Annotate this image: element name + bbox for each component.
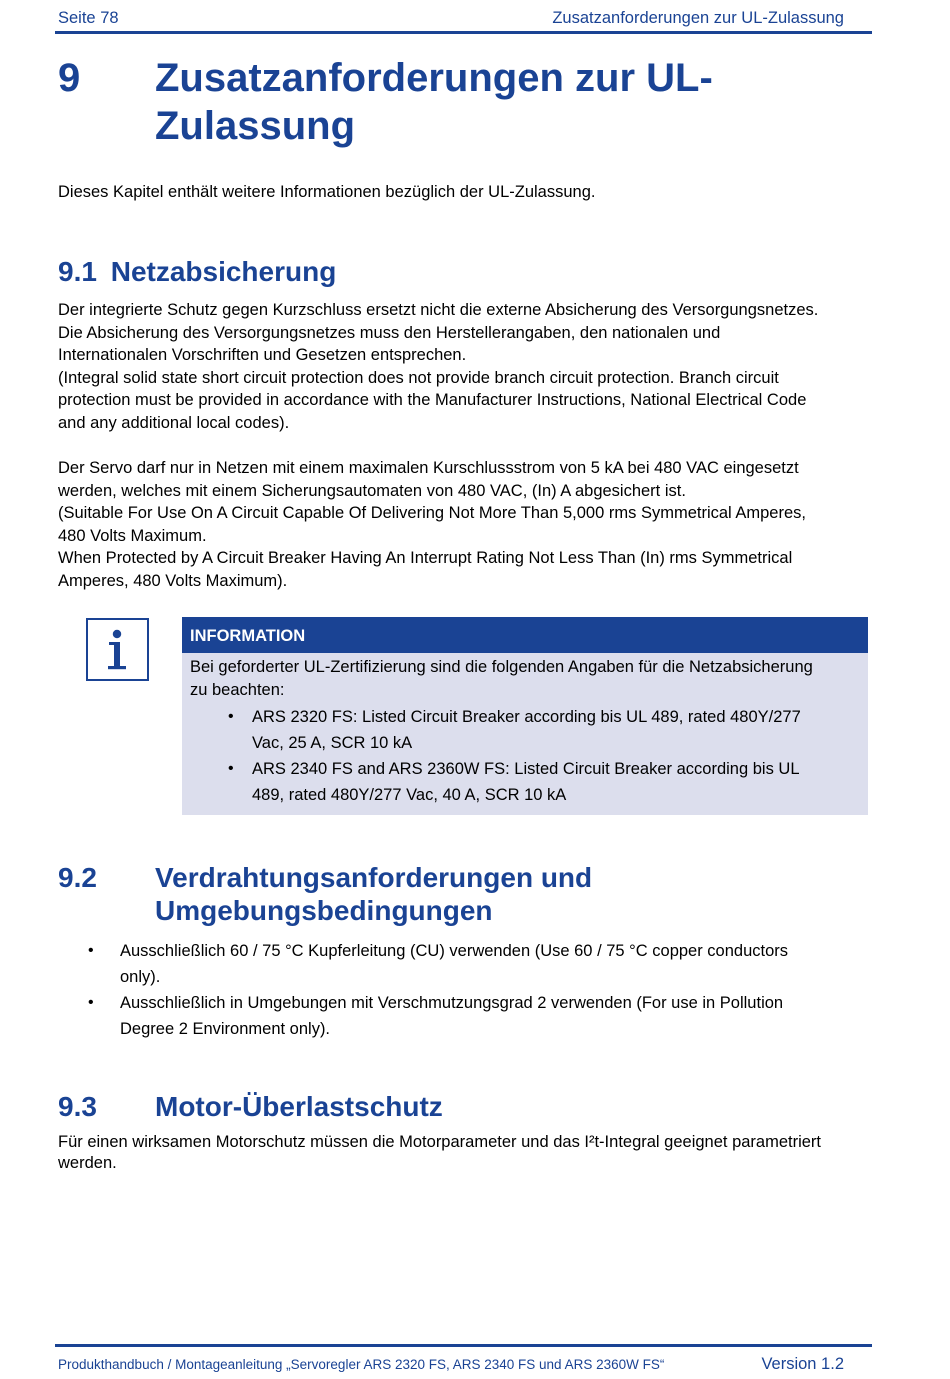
text-line: ARS 2340 FS and ARS 2360W FS: Listed Circuit Breaker according bis UL <box>252 760 800 778</box>
text-line: protection must be provided in accordance with the Manufacturer Instructions, National Electrical Code <box>58 391 807 409</box>
text-line: werden. <box>58 1154 117 1172</box>
bullet-icon: • <box>88 994 94 1011</box>
list-item <box>190 756 860 808</box>
text-line: and any additional local codes). <box>58 413 290 432</box>
list-item <box>190 704 860 756</box>
information-box <box>182 617 868 815</box>
text-line: When Protected by A Circuit Breaker Having An Interrupt Rating Not Less Than (In) rms Symmetrical <box>58 549 793 567</box>
bullet-icon: • <box>88 942 94 959</box>
text-line: Amperes, 480 Volts Maximum). <box>58 571 288 590</box>
information-text <box>182 653 868 808</box>
text-line: Bei geforderter UL-Zertifizierung sind die folgenden Angaben für die Netzabsicherung <box>190 658 813 676</box>
section-9-1-number: 9.1 <box>58 256 97 287</box>
section-9-1-title: Netzabsicherung <box>110 256 337 287</box>
information-heading: INFORMATION <box>182 617 868 653</box>
text-line: Der integrierte Schutz gegen Kurzschluss ersetzt nicht die externe Absicherung des Versorgungsnetzes. <box>58 301 819 319</box>
section-9-1-heading <box>58 255 336 288</box>
section-9-3-title: Motor-Überlastschutz <box>155 1091 443 1122</box>
section-9-2-bullet-list <box>58 938 868 1042</box>
section-9-1-paragraph-2 <box>58 457 806 592</box>
information-bullet-list <box>190 704 860 808</box>
text-line: (Integral solid state short circuit protection does not provide branch circuit protection. Branch circuit <box>58 368 779 387</box>
header-rule <box>55 31 872 34</box>
section-9-3-text <box>58 1132 821 1174</box>
text-line: zu beachten: <box>190 680 285 699</box>
chapter-title-line2: Zulassung <box>155 104 356 148</box>
text-line: only). <box>120 968 161 986</box>
text-line: Der Servo darf nur in Netzen mit einem maximalen Kurschlussstrom von 5 kA bei 480 VAC eingesetzt <box>58 459 799 477</box>
section-9-3-number: 9.3 <box>58 1091 97 1122</box>
list-item <box>58 990 868 1042</box>
section-9-1-paragraph-1 <box>58 299 818 434</box>
text-line: (Suitable For Use On A Circuit Capable Of Delivering Not More Than 5,000 rms Symmetrical Amperes, <box>58 504 806 522</box>
text-line: werden, welches mit einem Sicherungsautomaten von 480 VAC, (In) A abgesichert ist. <box>58 481 686 500</box>
text-line: ARS 2320 FS: Listed Circuit Breaker according bis UL 489, rated 480Y/277 <box>252 708 801 726</box>
page-number: Seite 78 <box>58 9 119 27</box>
section-9-2-title-line2: Umgebungsbedingungen <box>155 895 493 926</box>
text-line: Die Absicherung des Versorgungsnetzes muss den Herstellerangaben, den nationalen und <box>58 323 721 342</box>
footer-version: Version 1.2 <box>761 1355 844 1373</box>
chapter-intro: Dieses Kapitel enthält weitere Informationen bezüglich der UL-Zulassung. <box>58 183 596 201</box>
section-9-2-title <box>155 861 592 927</box>
chapter-title-line1: Zusatzanforderungen zur UL- <box>155 56 713 100</box>
bullet-icon: • <box>228 708 234 725</box>
section-9-2-title-line1: Verdrahtungsanforderungen und <box>155 862 593 893</box>
text-line: Degree 2 Environment only). <box>120 1020 331 1038</box>
text-line: Ausschließlich in Umgebungen mit Verschmutzungsgrad 2 verwenden (For use in Pollution <box>120 994 784 1012</box>
chapter-number: 9 <box>58 56 81 100</box>
text-line: 489, rated 480Y/277 Vac, 40 A, SCR 10 kA <box>252 786 567 804</box>
bullet-icon: • <box>228 760 234 777</box>
information-icon <box>86 618 149 681</box>
text-line: Ausschließlich 60 / 75 °C Kupferleitung (CU) verwenden (Use 60 / 75 °C copper conductors <box>120 942 789 960</box>
running-title: Zusatzanforderungen zur UL-Zulassung <box>552 9 844 27</box>
text-line: Für einen wirksamen Motorschutz müssen die Motorparameter und das I²t-Integral geeignet parametriert <box>58 1133 822 1151</box>
text-line: Internationalen Vorschriften und Gesetzen entsprechen. <box>58 346 467 364</box>
list-item <box>58 938 868 990</box>
text-line: Vac, 25 A, SCR 10 kA <box>252 734 413 752</box>
chapter-title <box>155 54 713 150</box>
footer-document-title: Produkthandbuch / Montageanleitung „Servoregler ARS 2320 FS, ARS 2340 FS und ARS 2360W FS“ <box>58 1357 665 1372</box>
footer-rule <box>55 1344 872 1347</box>
text-line: 480 Volts Maximum. <box>58 526 207 545</box>
section-9-2-number: 9.2 <box>58 862 97 893</box>
